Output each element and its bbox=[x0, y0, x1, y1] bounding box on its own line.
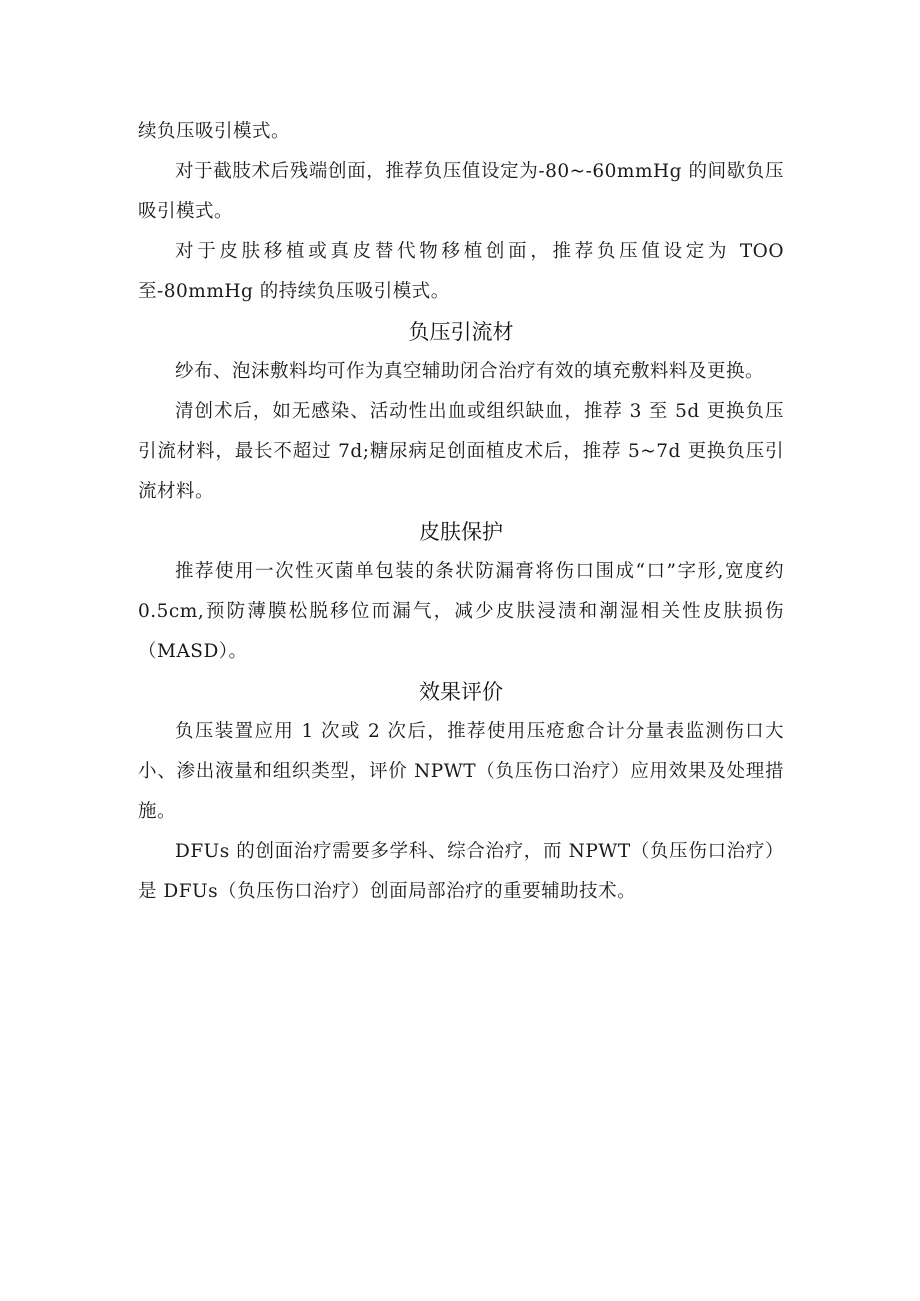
heading-drainage-material: 负压引流材 bbox=[408, 320, 514, 344]
paragraph-amputation-pressure: 对于截肢术后残端创面，推荐负压值设定为-80~-60mmHg 的间歇负压吸引模式。 bbox=[138, 161, 784, 222]
paragraph-graft-pressure: 对于皮肤移植或真皮替代物移植创面，推荐负压值设定为 TOO 至-80mmHg 的持续负压吸引模式。 bbox=[138, 241, 784, 302]
paragraph-dressing-types: 纱布、泡沫敷料均可作为真空辅助闭合治疗有效的填充敷料料及更换。 bbox=[175, 361, 765, 382]
paragraph-replacement-schedule: 清创术后，如无感染、活动性出血或组织缺血，推荐 3 至 5d 更换负压引流材料，最长不超过 7d;糖尿病足创面植皮术后，推荐 5~7d 更换负压引流材料。 bbox=[138, 401, 784, 502]
paragraph-skin-protection: 推荐使用一次性灭菌单包装的条状防漏膏将伤口围成“口”字形,宽度约 0.5cm,预防薄膜松脱移位而漏气，减少皮肤浸渍和潮湿相关性皮肤损伤（MASD）。 bbox=[138, 561, 784, 662]
document-page bbox=[138, 112, 784, 912]
paragraph-dfus-treatment: DFUs 的创面治疗需要多学科、综合治疗，而 NPWT（负压伤口治疗）是 DFUs（负压伤口治疗）创面局部治疗的重要辅助技术。 bbox=[138, 841, 784, 902]
paragraph-evaluation-method: 负压装置应用 1 次或 2 次后，推荐使用压疮愈合计分量表监测伤口大小、渗出液量和组织类型，评价 NPWT（负压伤口治疗）应用效果及处理措施。 bbox=[138, 721, 784, 822]
heading-effect-evaluation: 效果评价 bbox=[419, 680, 503, 704]
heading-skin-protection: 皮肤保护 bbox=[419, 520, 503, 544]
paragraph-continuation: 续负压吸引模式。 bbox=[138, 121, 291, 142]
